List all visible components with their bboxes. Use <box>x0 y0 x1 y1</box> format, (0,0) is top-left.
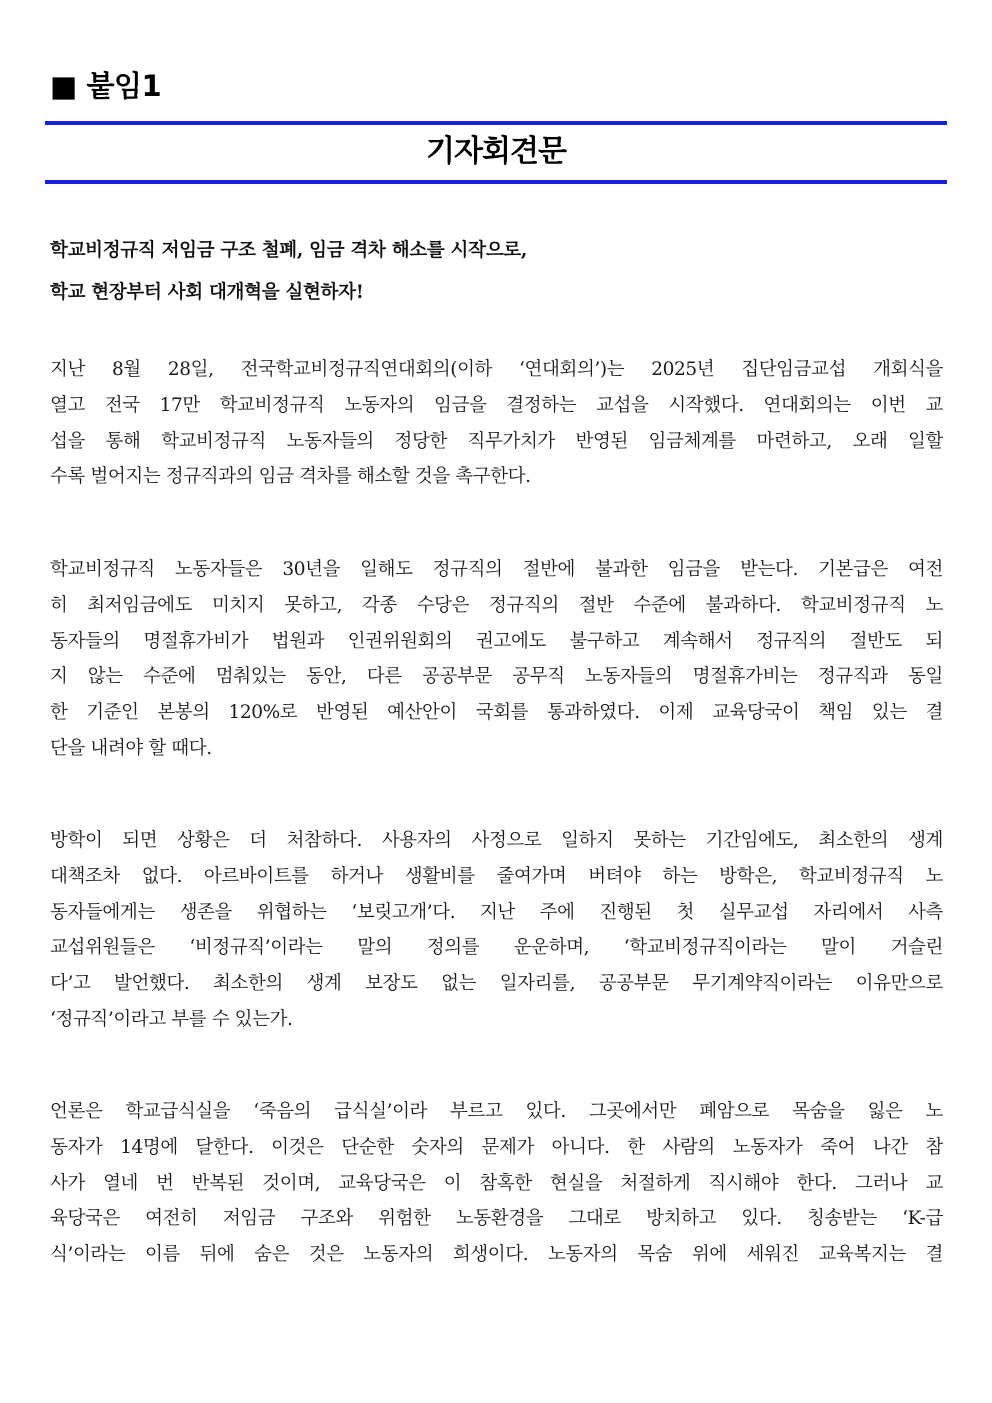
paragraph-1 <box>50 352 943 495</box>
paragraph-2 <box>50 552 943 767</box>
paragraph-line: 방학이 되면 상황은 더 처참하다. 사용자의 사정으로 일하지 못하는 기간임에도, 최소한의 생계 <box>50 830 943 851</box>
headline <box>50 230 950 314</box>
paragraph-line: 교섭위원들은 ‘비정규직’이라는 말의 정의를 운운하며, ‘학교비정규직이라는 말이 거슬린 <box>50 937 943 959</box>
paragraph-line: 사가 열네 번 반복된 것이며, 교육당국은 이 참혹한 현실을 처절하게 직시해야 한다. 그러나 교 <box>50 1172 943 1194</box>
title-bottom-rule <box>45 180 947 184</box>
headline-line: 학교비정규직 저임금 구조 철폐, 임금 격차 해소를 시작으로, <box>50 240 527 261</box>
paragraph-line: 수록 벌어지는 정규직과의 임금 격차를 해소할 것을 촉구한다. <box>50 466 531 488</box>
paragraph-line: 언론은 학교급식실을 ‘죽음의 급식실’이라 부르고 있다. 그곳에서만 폐암으로 목숨을 잃은 노 <box>50 1101 943 1122</box>
paragraph-line: 섭을 통해 학교비정규직 노동자들의 정당한 직무가치가 반영된 임금체계를 마련하고, 오래 일할 <box>50 430 943 452</box>
paragraph-line: 지난 8월 28일, 전국학교비정규직연대회의(이하 ‘연대회의’)는 2025년 집단임금교섭 개회식을 <box>50 359 943 380</box>
paragraph-line: 열고 전국 17만 학교비정규직 노동자의 임금을 결정하는 교섭을 시작했다. 연대회의는 이번 교 <box>50 394 943 416</box>
attachment-label: ■ 붙임1 <box>50 69 162 103</box>
paragraph-line: 동자가 14명에 달한다. 이것은 단순한 숫자의 문제가 아니다. 한 사람의 노동자가 죽어 나간 참 <box>50 1136 943 1158</box>
paragraph-line: 한 기준인 본봉의 120%로 반영된 예산안이 국회를 통과하였다. 이제 교육당국이 책임 있는 결 <box>50 702 943 724</box>
paragraph-4 <box>50 1094 943 1273</box>
paragraph-line: 육당국은 여전히 저임금 구조와 위험한 노동환경을 그대로 방치하고 있다. 칭송받는 ‘K-급 <box>50 1208 943 1230</box>
paragraph-line: 다’고 발언했다. 최소한의 생계 보장도 없는 일자리를, 공공부문 무기계약직이라는 이유만으로 <box>50 973 943 995</box>
paragraph-line: 지 않는 수준에 멈춰있는 동안, 다른 공공부문 공무직 노동자들의 명절휴가비는 정규직과 동일 <box>50 666 943 688</box>
paragraph-line: 대책조차 없다. 아르바이트를 하거나 생활비를 줄여가며 버텨야 하는 방학은, 학교비정규직 노 <box>50 865 943 887</box>
title-top-rule <box>45 121 947 125</box>
headline-line: 학교 현장부터 사회 대개혁을 실현하자! <box>50 282 364 303</box>
paragraph-line: 동자들의 명절휴가비가 법원과 인권위원회의 권고에도 불구하고 계속해서 정규직의 절반도 되 <box>50 630 943 652</box>
paragraph-line: 동자들에게는 생존을 위협하는 ‘보릿고개’다. 지난 주에 진행된 첫 실무교섭 자리에서 사측 <box>50 901 943 923</box>
page-title: 기자회견문 <box>426 134 566 169</box>
paragraph-3 <box>50 823 943 1038</box>
paragraph-line: 식’이라는 이름 뒤에 숨은 것은 노동자의 희생이다. 노동자의 목숨 위에 세워진 교육복지는 결 <box>50 1244 943 1266</box>
paragraph-line: 히 최저임금에도 미치지 못하고, 각종 수당은 정규직의 절반 수준에 불과하다. 학교비정규직 노 <box>50 594 943 616</box>
paragraph-line: 학교비정규직 노동자들은 30년을 일해도 정규직의 절반에 불과한 임금을 받는다. 기본급은 여전 <box>50 559 943 580</box>
paragraph-line: 단을 내려야 할 때다. <box>50 737 212 759</box>
paragraph-line: ‘정규직’이라고 부를 수 있는가. <box>50 1008 293 1030</box>
